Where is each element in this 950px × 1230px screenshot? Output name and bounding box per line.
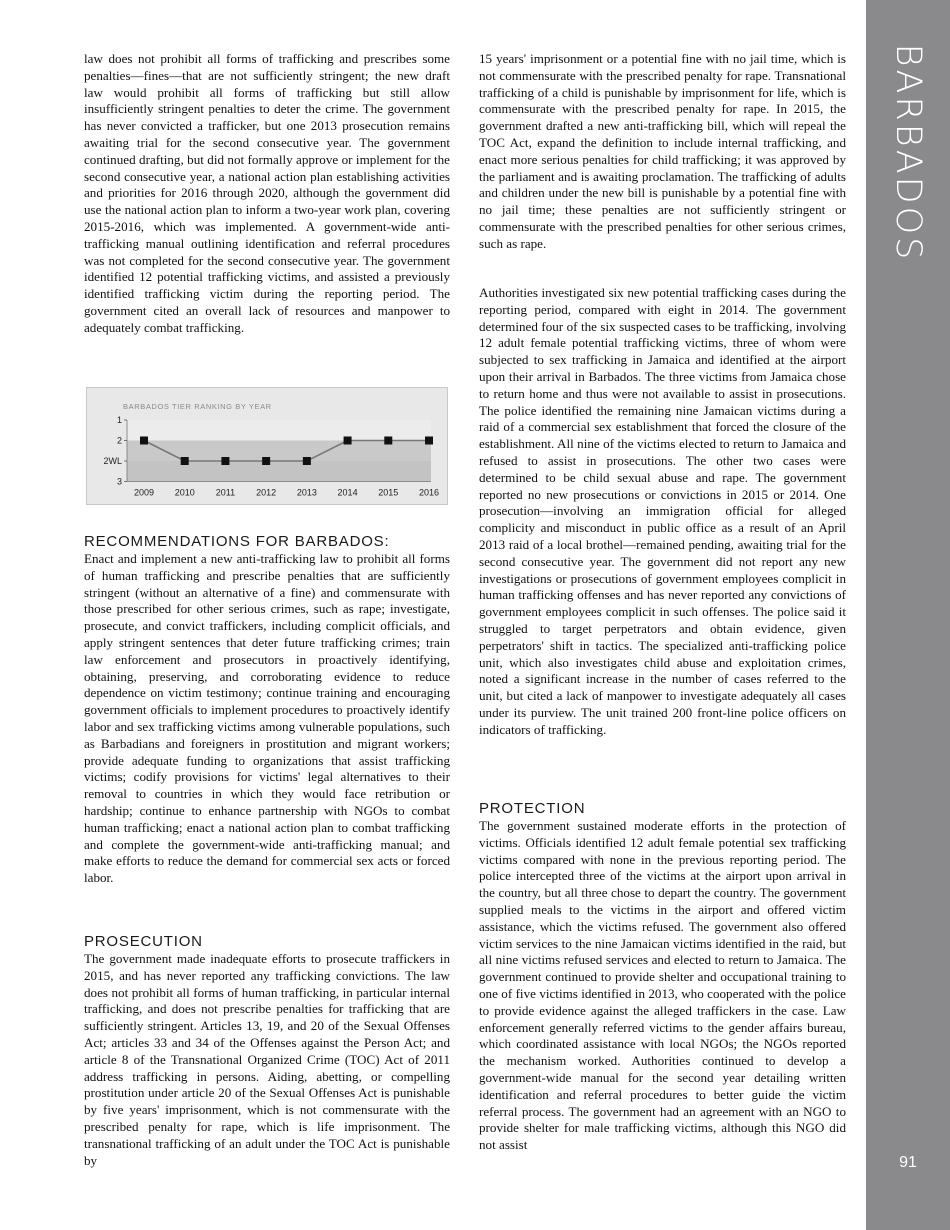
- x-tick-label: 2013: [296, 487, 317, 498]
- x-tick-label: 2014: [337, 487, 358, 498]
- protection-section: [479, 800, 846, 1154]
- tier-marker-2012: [262, 457, 270, 465]
- continuation-paragraph: 15 years' imprisonment or a potential fine with no jail time, which is not commensurate with the prescribed penalty for rape. Transnational trafficking of a child is punishable by imprisonment for life, which is commensurate with the prescribed penalty for rape. In 2015, the government drafted a new anti-trafficking bill, which will repeal the TOC Act, expand the definition to include internal trafficking, and enact more serious penalties for child trafficking; it was approved by the parliament and is awaiting proclamation. The trafficking of adults and children under the new bill is punishable by a potential fine with no jail time; these penalties are not sufficiently stringent or commensurate with the prescribed penalties for other serious crimes, such as rape.: [479, 51, 846, 251]
- x-tick-label: 2015: [378, 487, 399, 498]
- protection-paragraph: The government sustained moderate efforts in the protection of victims. Officials identified 12 adult female potential sex trafficking victims compared with none in the previous reporting period. The police intercepted three of the victims at the airport upon arrival in the country, but all three chose to depart the country. The government supplied meals to the victims in the airport and offered victim assistance, which the victims refused. The government also offered victim services to the nine Jamaican victims identified in the raid, but all nine victims refused services and elected to return to Jamaica. The government continued to provide shelter and occupational training to one of five victims identified in 2013, who cooperated with the police to provide evidence against the alleged traffickers in the case. Law enforcement generally referred victims to the gender affairs bureau, which coordinated assistance with local NGOs; the NGOs reported the mechanism worked. Authorities continued to develop a government-wide manual for the second year detailing written identification and referral procedures to better guide the victim referral process. The government had an agreement with an NGO to provide shelter for male trafficking victims, although this NGO did not assist: [479, 818, 846, 1153]
- tier-marker-2011: [221, 457, 229, 465]
- tier-ranking-chart: [86, 387, 448, 505]
- prosecution-paragraph: The government made inadequate efforts to prosecute traffickers in 2015, and has never reported any trafficking convictions. The law does not prohibit all forms of human trafficking, in particular internal trafficking, and does not prescribe penalties for trafficking that are sufficiently stringent. Articles 13, 19, and 20 of the Sexual Offenses Act; articles 33 and 34 of the Offenses against the Person Act; and article 8 of the Transnational Organized Crime (TOC) Act of 2011 address trafficking in persons. Aiding, abetting, or compelling prostitution under article 20 of the Sexual Offenses Act is punishable by five years' imprisonment, which is not commensurate with the prescribed penalty for rape, which is life imprisonment. The transnational trafficking of an adult under the TOC Act is punishable by: [84, 951, 450, 1168]
- x-tick-label: 2016: [418, 487, 440, 498]
- x-tick-label: 2009: [133, 487, 155, 498]
- country-name: BARBADOS: [888, 43, 928, 263]
- recommendations-section: [84, 533, 450, 887]
- recommendations-paragraph: Enact and implement a new anti-trafficking law to prohibit all forms of human trafficking and prescribe penalties that are sufficiently stringent (without an alternative of a fine) and commensurate with those prescribed for other serious crimes, such as rape; investigate, prosecute, and convict traffickers, including complicit officials, and apply stringent sentences that deter future trafficking crimes; train law enforcement and prosecutors in proactively identifying, obtaining, preserving, and corroborating evidence to reduce dependence on victim testimony; continue training and encouraging government officials to implement procedures to proactively identify labor and sex trafficking victims among vulnerable populations, such as Barbadians and foreigners in prostitution and migrant workers; provide adequate funding to organizations that assist trafficking victims; codify provisions for victims' legal alternatives to their removal to countries in which they would face retribution or hardship; continue to enhance partnership with NGOs to combat human trafficking; enact a national action plan to combat trafficking and complete the government-wide anti-trafficking manual; and make efforts to reduce the demand for commercial sex acts or forced labor.: [84, 551, 450, 886]
- recommendations-heading: RECOMMENDATIONS FOR BARBADOS:: [84, 533, 390, 550]
- tier-ranking-chart-svg: [87, 388, 449, 506]
- x-tick-label: 2010: [174, 487, 195, 498]
- tier-marker-2013: [303, 457, 311, 465]
- protection-heading: PROTECTION: [479, 800, 586, 817]
- right-column: [479, 51, 846, 253]
- tier-marker-2016: [425, 437, 433, 445]
- left-column: [84, 51, 450, 337]
- prosecution-heading: PROSECUTION: [84, 933, 203, 950]
- page-number: 91: [899, 1154, 917, 1171]
- tier-marker-2010: [181, 457, 189, 465]
- chart-title: BARBADOS TIER RANKING BY YEAR: [123, 402, 272, 411]
- x-tick-label: 2012: [256, 487, 277, 498]
- y-tick-label: 1: [116, 415, 122, 425]
- x-tick-label: 2011: [215, 487, 236, 498]
- y-tick-label: 3: [116, 476, 122, 487]
- investigations-paragraph: Authorities investigated six new potential trafficking cases during the reporting period, compared with eight in 2014. The government determined four of the six suspected cases to be trafficking, involving 12 adult female potential trafficking victims, three of whom were subjected to sex trafficking in Jamaica and identified at the airport upon their arrival in Barbados. The three victims from Jamaica chose to return home and thus were not available to assist in prosecutions. The police identified the remaining nine Jamaican victims during a raid of a commercial sex establishment that forced the closure of the establishment. All nine of the victims elected to return to Jamaica and refused to assist in prosecutions. The other two cases were determined to be child sexual abuse and rape. The government reported no new prosecutions or convictions in 2015 or 2014. One prosecution—involving an immigration official for alleged complicity and misconduct in public office as a result of an April 2013 raid of a local brothel—remained pending, awaiting trial for the second consecutive year. The government did not report any new investigations or prosecutions of government employees complicit in human trafficking offenses and has never reported any convictions of government employees complicit in such offenses. The police said it struggled to target perpetrators and obtain evidence, given perpetrators' shift in tactics. The specialized anti-trafficking police unit, which also investigates child abuse and exploitation crimes, noted a significant increase in the number of cases referred to the unit, but cited a lack of manpower to investigate adequately all cases under its purview. The unit trained 200 front-line police officers on indicators of trafficking.: [479, 285, 846, 737]
- tier-marker-2014: [344, 437, 352, 445]
- y-tick-label: 2: [116, 435, 122, 446]
- tier-band-lower: [127, 461, 431, 482]
- y-tick-label: 2WL: [103, 456, 122, 466]
- intro-paragraph: law does not prohibit all forms of trafficking and prescribes some penalties—fines—that are not sufficiently stringent; the new draft law would prohibit all forms of trafficking but still allow insufficiently stringent penalties to deter the crime. The government has never convicted a trafficker, but one 2013 prosecution remains awaiting trial for the second consecutive year. The government continued drafting, but did not formally approve or implement for the second consecutive year, a national action plan establishing activities and priorities for 2016 through 2020, although the government did use the national action plan to inform a two-year work plan, covering 2015-2016, which was implemented. A government-wide anti-trafficking manual outlining identification and referral procedures was not completed for the second consecutive year. The government identified 12 potential trafficking victims, and assisted a previously identified trafficking victim during the reporting period. The government cited an overall lack of resources and manpower to adequately combat trafficking.: [84, 51, 450, 335]
- tier-marker-2009: [140, 437, 148, 445]
- investigations-section: [479, 285, 846, 739]
- tier-marker-2015: [384, 437, 392, 445]
- prosecution-section: [84, 933, 450, 1169]
